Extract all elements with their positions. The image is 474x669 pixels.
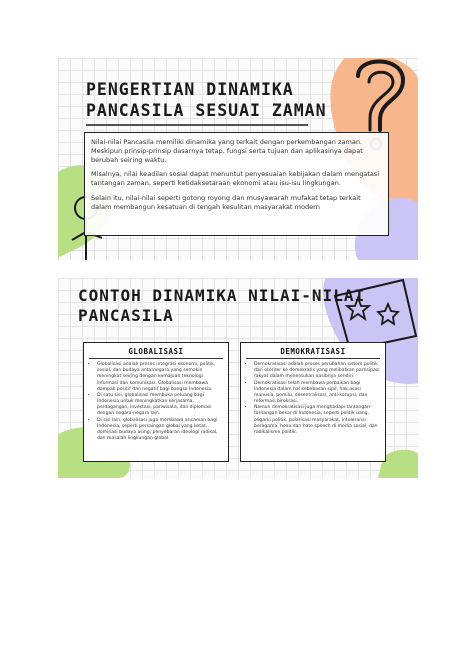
- title-line-2: PANCASILA: [78, 306, 174, 325]
- page-title: [86, 80, 327, 121]
- list-item: • Di sisi lain, globalisasi juga membawa ancaman bagi Indonesia, seperti persaingan global yang ketat, dominasi budaya asing, penyebaran ideologi radikal, dan masalah lingkungan global.: [97, 418, 223, 443]
- list-item: • Namun demokratisasi juga menghadapi tantangan-tantangan besar di Indonesia, seperti politik uang, oligarki politik, polarisasi masyarakat, intoleransi beragama, hoax dan hate speech di media sosial, dan radikalisme politik.: [254, 405, 380, 436]
- globalisasi-list: [89, 362, 223, 442]
- paragraph-3: Selain itu, nilai-nilai seperti gotong royong dan musyawarah mufakat tetap terkait dalam membangun kesatuan di tengah kesulitan masyarakat modern: [91, 194, 361, 211]
- definition-text-box: [84, 132, 389, 236]
- globalisasi-card: [83, 342, 229, 462]
- title-line-1: PENGERTIAN DINAMIKA: [86, 80, 294, 99]
- list-item: • Di satu sisi, globalisasi membuka peluang bagi Indonesia untuk meningkatkan kerjasama, perdagangan, investasi, pariwisata, dan diplomasi dengan negara-negara lain.: [97, 393, 223, 418]
- list-item: • Demokratisasi telah membawa perbaikan bagi Indonesia dalam hal kebebasan sipil, hak asasi manusia, pemilu, desentralisasi, anti-korupsi, dan reformasi birokrasi.: [254, 381, 380, 406]
- demokratisasi-list: [246, 362, 380, 436]
- demokratisasi-heading: DEMOKRATISASI: [246, 347, 380, 359]
- section-title: [78, 286, 365, 326]
- slide-contoh: [58, 278, 418, 478]
- list-item: • Globalisasi adalah proses integrasi ekonomi, politik, sosial, dan budaya antarnegara yang semakin meningkat seiring dengan kemajuan teknologi informasi dan komunikasi. Globalisasi membawa dampak positif dan negatif bagi bangsa Indonesia.: [97, 362, 223, 393]
- globalisasi-heading: GLOBALISASI: [89, 347, 223, 359]
- demokratisasi-card: [240, 342, 386, 462]
- title-underline: [86, 124, 316, 128]
- paragraph-1: Nilai-nilai Pancasila memiliki dinamika yang terkait dengan perkembangan zaman. Meskipun prinsip-prinsip dasarnya tetap, fungsi serta tujuan dan aplikasinya dapat berubah seiring waktu.: [91, 138, 363, 164]
- title-line-2: PANCASILA SESUAI ZAMAN: [86, 100, 327, 120]
- paragraph-2: Misalnya, nilai keadilan sosial dapat menuntut penyesuaian kebijakan dalam mengatasi tantangan zaman, seperti ketidaksetaraan ekonomi atau isu-isu lingkungan.: [91, 170, 380, 188]
- slide-pengertian: [58, 58, 418, 260]
- list-item: • Demokratisasi adalah proses perubahan sistem politik dari otoriter ke demokratis yang melibatkan partisipasi rakyat dalam menentukan nasibnya sendiri.: [254, 362, 380, 381]
- title-line-1: CONTOH DINAMIKA NILAI-NILAI: [78, 286, 366, 305]
